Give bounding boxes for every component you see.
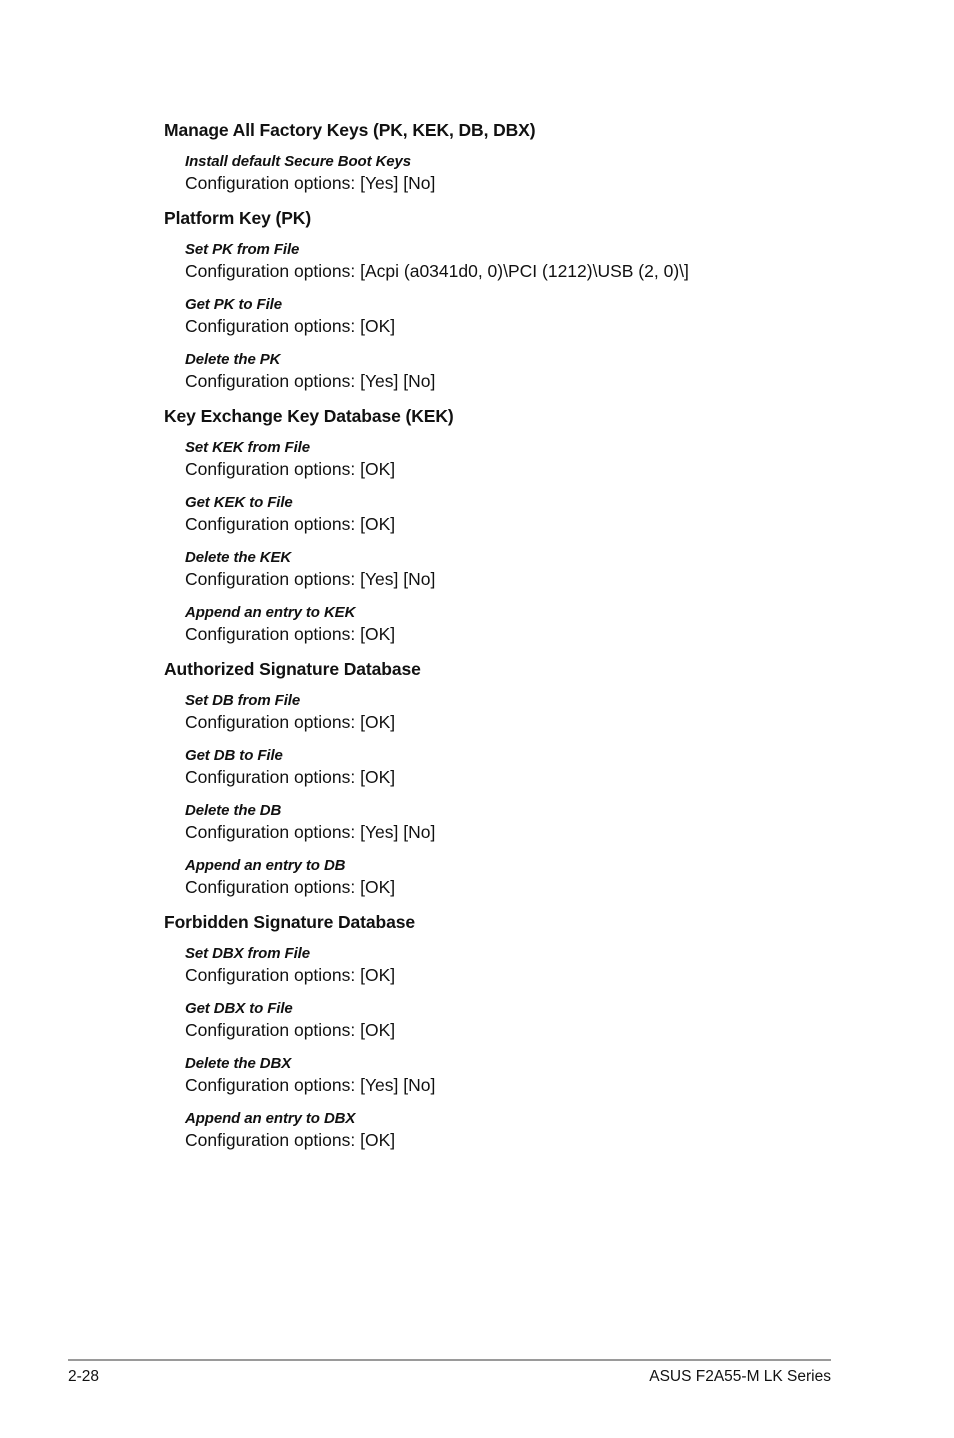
item-delete-kek [185, 548, 864, 590]
item-desc: Configuration options: [OK] [185, 877, 396, 897]
item-append-kek [185, 603, 864, 645]
item-title: Get DBX to File [185, 1000, 293, 1017]
item-desc: Configuration options: [Yes] [No] [185, 173, 436, 193]
item-get-pk [185, 295, 864, 337]
item-title: Install default Secure Boot Keys [185, 153, 412, 170]
item-desc: Configuration options: [OK] [185, 624, 396, 644]
item-desc: Configuration options: [OK] [185, 712, 396, 732]
item-desc: Configuration options: [Yes] [No] [185, 822, 436, 842]
section-title: Forbidden Signature Database [164, 912, 415, 932]
item-title: Get PK to File [185, 296, 282, 313]
section-title: Authorized Signature Database [164, 659, 421, 679]
section-title: Manage All Factory Keys (PK, KEK, DB, DBX) [164, 120, 536, 140]
item-set-pk [185, 240, 864, 282]
section-title: Key Exchange Key Database (KEK) [164, 406, 454, 426]
item-get-dbx [185, 999, 864, 1041]
item-set-db [185, 691, 864, 733]
item-title: Get DB to File [185, 747, 283, 764]
item-desc: Configuration options: [Yes] [No] [185, 1075, 436, 1095]
item-get-kek [185, 493, 864, 535]
footer-rule [68, 1359, 831, 1361]
product-name: ASUS F2A55-M LK Series [649, 1368, 831, 1385]
item-title: Append an entry to DBX [185, 1110, 356, 1127]
item-desc: Configuration options: [OK] [185, 316, 396, 336]
item-install-default-keys [185, 152, 864, 194]
item-delete-dbx [185, 1054, 864, 1096]
item-desc: Configuration options: [Acpi (a0341d0, 0)\PCI (1212)\USB (2, 0)\] [185, 261, 689, 281]
item-title: Get KEK to File [185, 494, 293, 511]
item-title: Append an entry to DB [185, 857, 346, 874]
item-desc: Configuration options: [OK] [185, 965, 396, 985]
item-append-dbx [185, 1109, 864, 1151]
section-forbidden-db [164, 911, 864, 1151]
item-title: Delete the KEK [185, 549, 292, 566]
section-title: Platform Key (PK) [164, 208, 312, 228]
item-desc: Configuration options: [OK] [185, 1130, 396, 1150]
item-title: Delete the DBX [185, 1055, 292, 1072]
item-title: Delete the PK [185, 351, 281, 368]
item-get-db [185, 746, 864, 788]
item-title: Set DB from File [185, 692, 301, 709]
item-title: Delete the DB [185, 802, 282, 819]
item-append-db [185, 856, 864, 898]
item-desc: Configuration options: [OK] [185, 1020, 396, 1040]
item-desc: Configuration options: [Yes] [No] [185, 569, 436, 589]
item-desc: Configuration options: [OK] [185, 459, 396, 479]
item-delete-db [185, 801, 864, 843]
item-set-kek [185, 438, 864, 480]
item-delete-pk [185, 350, 864, 392]
page-number: 2-28 [68, 1368, 100, 1385]
document-content [164, 119, 864, 1164]
item-set-dbx [185, 944, 864, 986]
section-manage-factory-keys [164, 119, 864, 194]
item-title: Append an entry to KEK [185, 604, 356, 621]
item-title: Set KEK from File [185, 439, 310, 456]
item-desc: Configuration options: [Yes] [No] [185, 371, 436, 391]
section-kek [164, 405, 864, 645]
item-desc: Configuration options: [OK] [185, 767, 396, 787]
item-title: Set DBX from File [185, 945, 310, 962]
section-platform-key [164, 207, 864, 392]
item-desc: Configuration options: [OK] [185, 514, 396, 534]
section-authorized-db [164, 658, 864, 898]
item-title: Set PK from File [185, 241, 300, 258]
